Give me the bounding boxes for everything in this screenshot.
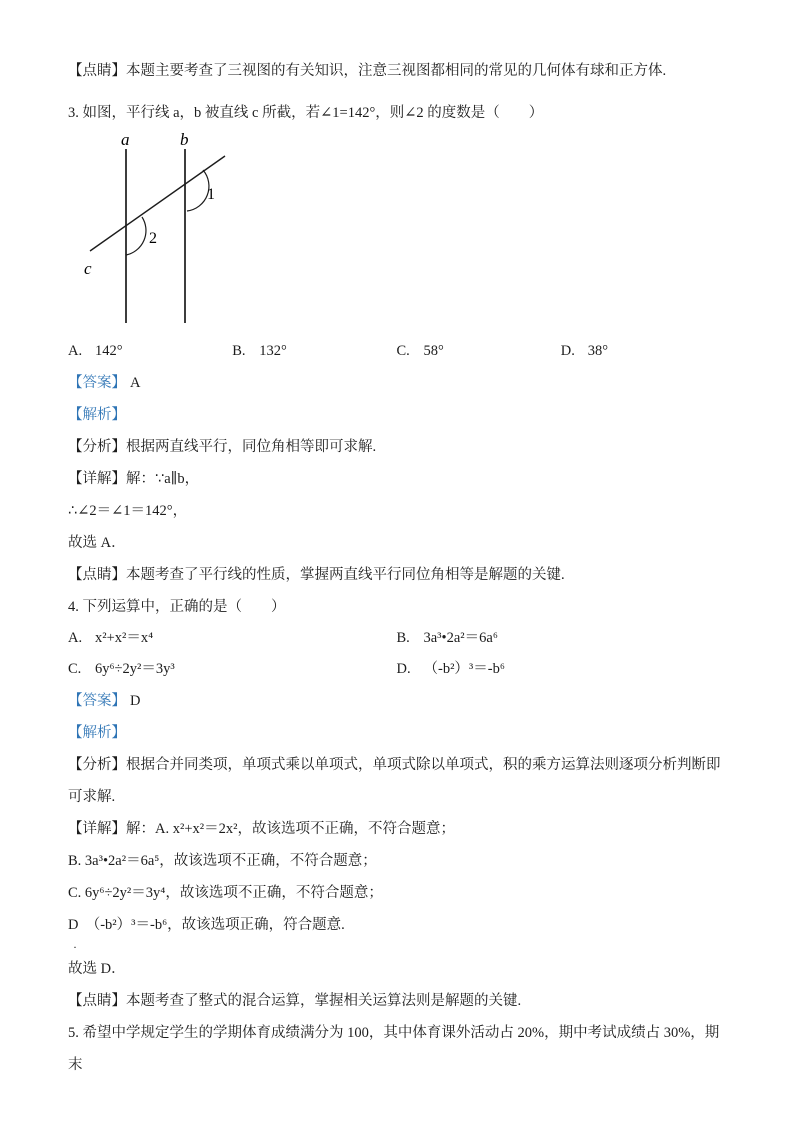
fenxi-text: 根据合并同类项，单项式乘以单项式，单项式除以单项式，积的乘方运算法则逐项分析判断即可求解. <box>68 757 721 805</box>
q4-conclusion: 故选 D． <box>68 961 126 977</box>
option-value: 3a³•2a²＝6a⁶ <box>423 630 498 646</box>
q4-stem: 4. 下列运算中，正确的是（ ） <box>68 599 286 615</box>
option-label: B. <box>396 630 410 646</box>
q3-option-c <box>397 335 561 367</box>
fenxi-tag: 【分析】 <box>68 439 126 455</box>
option-value: 142° <box>95 343 123 359</box>
q4-step-d: D （-b²）³＝-b⁶，故该选项正确，符合题意. <box>68 917 345 933</box>
option-label: C. <box>396 343 410 359</box>
q4-jiexi-line <box>68 717 725 749</box>
fenxi-text: 根据两直线平行，同位角相等即可求解. <box>126 439 377 455</box>
parallel-lines-figure <box>78 131 378 331</box>
dianjing-text: 本题考查了整式的混合运算，掌握相关运算法则是解题的关键. <box>126 993 522 1009</box>
answer-tag: 【答案】 <box>68 693 126 709</box>
q3-dianjing-line <box>68 559 725 591</box>
option-value: 38° <box>587 343 609 359</box>
q3-xiangjie-line <box>68 463 725 495</box>
option-label: A. <box>68 343 83 359</box>
xiangjie-text: 解：A. x²+x²＝2x²，故该选项不正确，不符合题意； <box>126 821 455 837</box>
answer-value: D <box>130 693 141 709</box>
q3-jiexi-line <box>68 399 725 431</box>
xiangjie-tag: 【详解】 <box>68 821 126 837</box>
xiangjie-text: 解：∵a∥b， <box>126 471 200 487</box>
dianjing-tag: 【点睛】 <box>68 63 126 79</box>
option-label: D. <box>560 343 575 359</box>
q3-options-row <box>68 335 725 367</box>
dianjing-tag: 【点睛】 <box>68 567 126 583</box>
q3-option-b <box>232 335 396 367</box>
q4-step-b: B. 3a³•2a²＝6a⁵，故该选项不正确，不符合题意； <box>68 853 377 869</box>
jiexi-tag: 【解析】 <box>68 407 126 423</box>
option-value: 6y⁶÷2y²＝3y³ <box>95 661 175 677</box>
option-label: C. <box>68 661 82 677</box>
q4-option-d <box>397 654 726 685</box>
option-label: D. <box>396 661 411 677</box>
angle-1-label: 1 <box>207 186 215 203</box>
dianjing-text: 本题考查了平行线的性质，掌握两直线平行同位角相等是解题的关键. <box>126 567 565 583</box>
option-value: x²+x²＝x⁴ <box>95 630 154 646</box>
line-b-label: b <box>180 131 189 149</box>
q3-option-a <box>68 335 232 367</box>
q4-answer-line <box>68 685 725 717</box>
q3-figure <box>78 131 725 335</box>
q3-option-d <box>561 335 725 367</box>
answer-value: A <box>130 375 141 391</box>
option-value: （-b²）³＝-b⁶ <box>423 661 505 677</box>
line-c-label: c <box>84 259 92 278</box>
line-a-label: a <box>121 131 130 149</box>
q4-dianjing-line <box>68 985 725 1017</box>
q4-xiangjie-line <box>68 813 725 845</box>
answer-tag: 【答案】 <box>68 375 126 391</box>
option-label: B. <box>232 343 246 359</box>
q3-conclusion: 故选 A． <box>68 535 126 551</box>
q3-step2: ∴∠2＝∠1＝142°， <box>68 503 188 519</box>
q2-dianjing-note <box>68 55 725 87</box>
jiexi-tag: 【解析】 <box>68 725 126 741</box>
line-c <box>90 156 225 251</box>
fenxi-tag: 【分析】 <box>68 757 126 773</box>
dianjing-text: 本题主要考查了三视图的有关知识，注意三视图都相同的常见的几何体有球和正方体. <box>126 63 667 79</box>
angle-2-label: 2 <box>149 230 157 247</box>
q4-fenxi-line <box>68 749 725 813</box>
angle-1-arc <box>187 170 209 211</box>
dianjing-tag: 【点睛】 <box>68 993 126 1009</box>
q4-step-c: C. 6y⁶÷2y²＝3y⁴，故该选项不正确，不符合题意； <box>68 885 383 901</box>
angle-2-arc <box>126 217 146 255</box>
q3-stem: 3. 如图，平行线 a，b 被直线 c 所截，若∠1=142°，则∠2 的度数是（ ） <box>68 105 544 121</box>
q4-option-c <box>68 654 397 685</box>
option-value: 58° <box>423 343 444 359</box>
option-value: 132° <box>259 343 287 359</box>
q4-options-grid <box>68 623 725 685</box>
q3-answer-line <box>68 367 725 399</box>
stray-period: · <box>73 940 77 954</box>
q4-option-a <box>68 623 397 654</box>
option-label: A. <box>68 630 83 646</box>
q5-stem: 5. 希望中学规定学生的学期体育成绩满分为 100，其中体育课外活动占 20%，期中考试成绩占 30%，期末 <box>68 1025 720 1073</box>
xiangjie-tag: 【详解】 <box>68 471 126 487</box>
q3-fenxi-line <box>68 431 725 463</box>
q4-option-b <box>397 623 726 654</box>
